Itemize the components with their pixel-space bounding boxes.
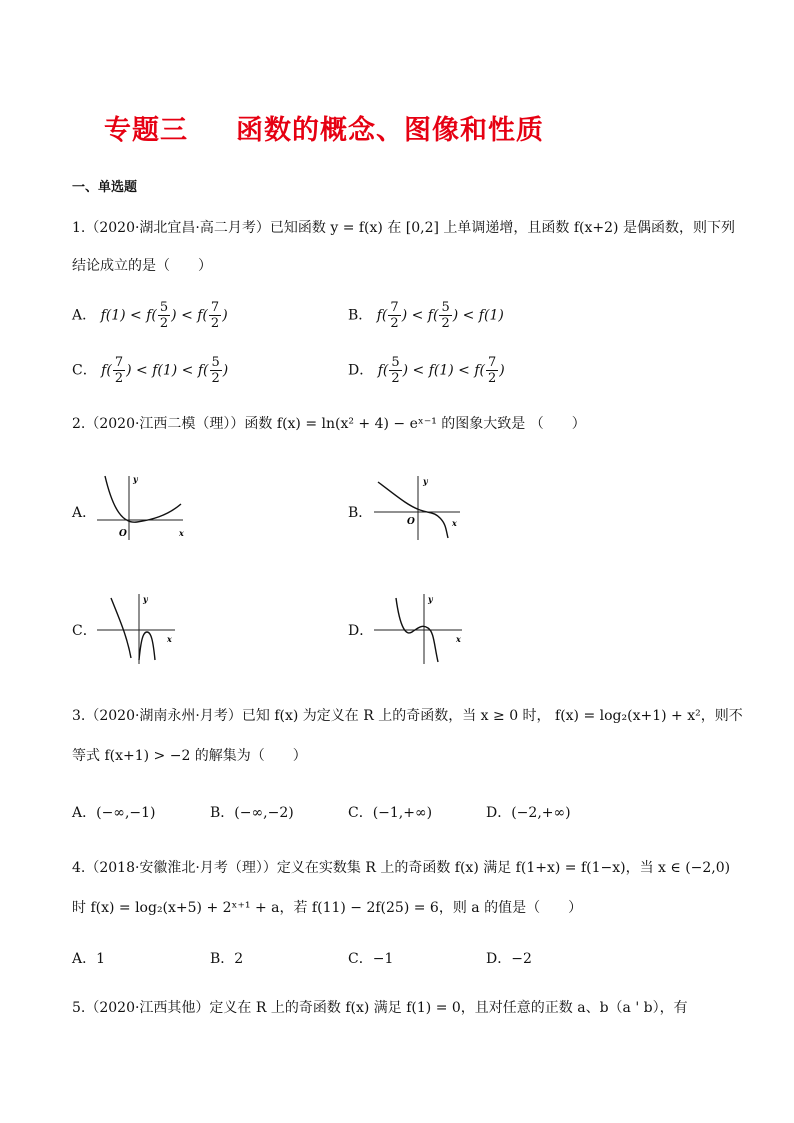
title-part1: 专题三 <box>104 115 188 146</box>
section-heading: 一、单选题 <box>72 180 138 195</box>
y-label: y <box>133 474 138 484</box>
x-label: x <box>452 518 457 528</box>
q2-option-b-label[interactable]: B． <box>348 505 373 521</box>
q1-stem-line2: 结论成立的是（ ） <box>72 258 212 274</box>
q1-option-a[interactable]: A． f(1) < f( $\frac{5}{2}$ ) < f( $\frac{7}{2}$ ) <box>72 300 228 331</box>
x-label: x <box>456 634 461 644</box>
q3-stem-line2: 等式 f(x+1) > −2 的解集为（ ） <box>72 748 307 764</box>
graph-d[interactable] <box>372 588 467 666</box>
q1-option-c[interactable]: C． f( $\frac{7}{2}$ ) < f(1) < f( $\frac{5}{2}$ ) <box>72 355 229 386</box>
x-label: x <box>179 528 184 538</box>
q4-option-b[interactable]: B．2 <box>210 951 244 967</box>
curve <box>105 476 181 522</box>
q1-option-d[interactable]: D． f( $\frac{5}{2}$ ) < f(1) < f( $\frac{7}{2}$ ) <box>348 355 505 386</box>
graph-a[interactable] <box>95 470 190 542</box>
q2-option-c-label[interactable]: C． <box>72 623 97 639</box>
q4-stem-line2: 时 f(x) = log₂(x+5) + 2ˣ⁺¹ + a，若 f(11) − 2f(25) = 6，则 a 的值是（ ） <box>72 900 583 916</box>
q4-stem-line1: 4.（2018·安徽淮北·月考（理））定义在实数集 R 上的奇函数 f(x) 满足 f(1+x) = f(1−x)，当 x ∈ (−2,0) <box>72 860 731 876</box>
q3-option-a[interactable]: A．(−∞,−1) <box>72 805 156 821</box>
q2-option-d-label[interactable]: D． <box>348 623 374 639</box>
graph-c[interactable] <box>95 588 190 666</box>
q3-option-d[interactable]: D．(−2,+∞) <box>486 805 571 821</box>
q2-stem: 2.（2020·江西二模（理））函数 f(x) = ln(x² + 4) − eˣ⁻¹ 的图象大致是 （ ） <box>72 416 586 432</box>
q4-option-c[interactable]: C．−1 <box>348 951 394 967</box>
curve-left <box>111 598 131 658</box>
graph-b[interactable] <box>372 470 467 542</box>
curve-right <box>139 632 155 660</box>
x-label: x <box>167 634 172 644</box>
origin-label: O <box>407 517 415 527</box>
q2-option-a-label[interactable]: A． <box>72 505 97 521</box>
y-label: y <box>143 594 148 604</box>
q3-option-c[interactable]: C．(−1,+∞) <box>348 805 433 821</box>
curve <box>378 482 448 538</box>
q4-option-d[interactable]: D．−2 <box>486 951 532 967</box>
q1-option-b[interactable]: B． f( $\frac{7}{2}$ ) < f( $\frac{5}{2}$ ) < f(1) <box>348 300 504 331</box>
title-part2: 函数的概念、图像和性质 <box>236 115 544 146</box>
page-title <box>104 108 544 147</box>
q4-option-a[interactable]: A．1 <box>72 951 106 967</box>
q1-stem-line1: 1.（2020·湖北宜昌·高二月考）已知函数 y = f(x) 在 [0,2] 上单调递增，且函数 f(x+2) 是偶函数，则下列 <box>72 220 735 236</box>
q3-option-b[interactable]: B．(−∞,−2) <box>210 805 294 821</box>
origin-label: O <box>119 529 127 539</box>
q5-stem-line1: 5.（2020·江西其他）定义在 R 上的奇函数 f(x) 满足 f(1) = 0，且对任意的正数 a、b（a ' b），有 <box>72 1000 688 1016</box>
y-label: y <box>423 476 428 486</box>
y-label: y <box>428 594 433 604</box>
q3-stem-line1: 3.（2020·湖南永州·月考）已知 f(x) 为定义在 R 上的奇函数，当 x ≥ 0 时， f(x) = log₂(x+1) + x²，则不 <box>72 708 743 724</box>
